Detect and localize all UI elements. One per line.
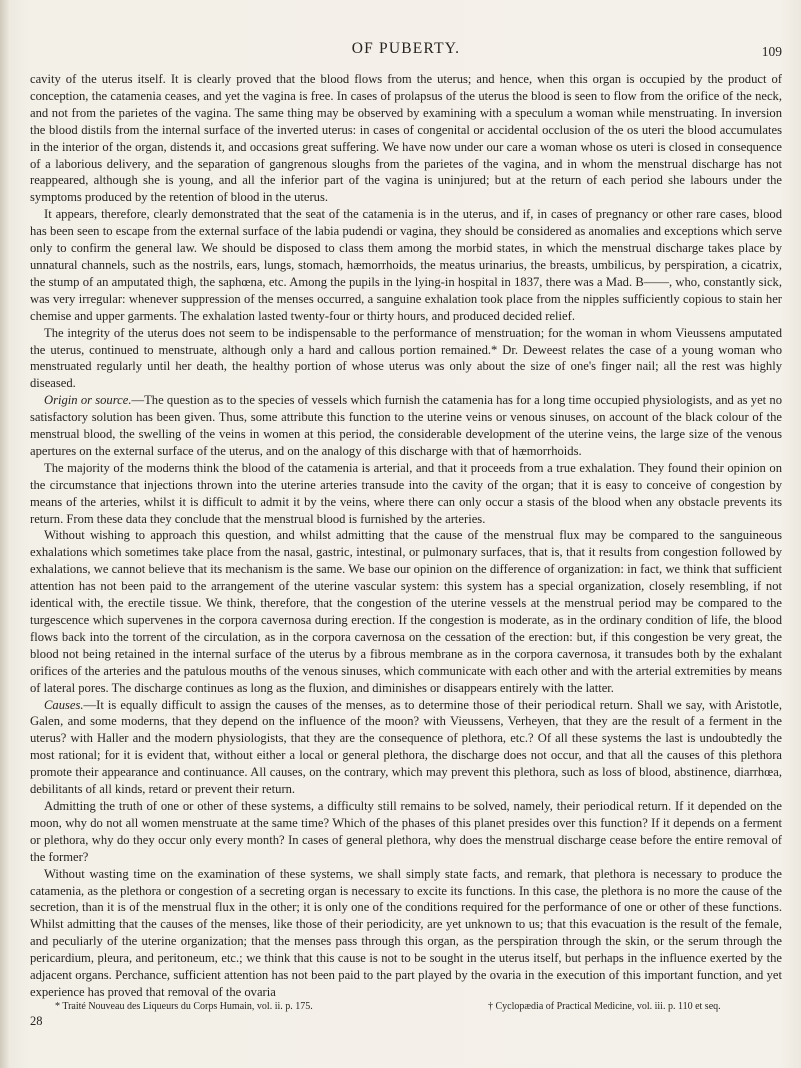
page-header [30, 40, 782, 62]
footnote-2: † Cyclopædia of Practical Medicine, vol. iii. p. 110 et seq. [488, 1001, 721, 1012]
paragraph-7: Causes.—It is equally difficult to assign the causes of the menses, as to determine those of their periodical return. Shall we say, with Aristotle, Galen, and some moderns, that they depend on the influence of the moon? with Vieussens, Verheyen, that they are the result of a ferment in the uterus? with Haller and the modern physiologists, that they are the consequence of plethora, etc.? Of all these systems the last is undoubtedly the most rational; for it is evident that, without either a local or general plethora, the discharge does not occur, and that all the causes of this plethora promote their appearance and continuance. All causes, on the contrary, which may prevent this plethora, such as loss of blood, abstinence, diarrhœa, debilitants of all kinds, retard or prevent their return. [30, 697, 782, 797]
paragraph-4: Origin or source.—The question as to the species of vessels which furnish the catamenia has for a long time occupied physiologists, and as yet no satisfactory solution has been given. Thus, some attribute this function to the uterine veins or venous sinuses, on account of the black colour of the menstrual blood, the swelling of the veins in women at this period, the considerable development of the uterine veins, the large size of the venous apertures on the external surface of the uterus, and on the analogy of this discharge with that of hæmorrhoids. [30, 393, 782, 458]
paragraph-6: Without wishing to approach this question, and whilst admitting that the cause of the menstrual flux may be compared to the sanguineous exhalations which sometimes take place from the nasal, gastric, intestinal, or pulmonary surfaces, that is, that it results from congestion followed by exhalations, we cannot believe that its mechanism is the same. We base our opinion on the difference of organization: in fact, we think that sufficient attention has not been paid to the arrangement of the uterine vascular system: this system has a special organization, closely resembling, if not identical with, the erectile tissue. We think, therefore, that the congestion of the uterine vessels at the menstrual period may be compared to the turgescence which supervenes in the corpora cavernosa during erection. If the congestion is moderate, as in the ordinary condition of life, the blood flows back into the torrent of the circulation, as in the corpora cavernosa on the cessation of the erection: but, if this congestion be very great, the blood not being retained in the internal surface of the uterus by a fibrous membrane as in the corpora cavernosa, it transudes both by the exhalant orifices of the arteries and the patulous mouths of the venous sinuses, which communicate with each other and with the arterial extremities by means of lateral pores. The discharge continues as long as the fluxion, and diminishes or disappears entirely with the latter. [30, 528, 782, 695]
paragraph-3: The integrity of the uterus does not seem to be indispensable to the performance of menstruation; for the woman in whom Vieussens amputated the uterus, continued to menstruate, although only a hard and callous portion remained.* Dr. Deweest relates the case of a young woman who menstruated regularly until her death, the healthy portion of whose uterus was only about the size of one's finger nail; all the rest was highly diseased. [30, 325, 782, 391]
paragraph-5: The majority of the moderns think the blood of the catamenia is arterial, and that it proceeds from a true exhalation. They found their opinion on the circumstance that injections thrown into the uterine arteries transude into the cavity of the organ; that it is easy to conceive of congestion by means of the arteries, whilst it is difficult to admit it by the veins, where there can only occur a stasis of the blood when any obstacle prevents its return. From these data they conclude that the menstrual blood is furnished by the arteries. [30, 460, 782, 526]
binding-shadow [0, 0, 10, 1068]
page-number: 109 [761, 44, 782, 59]
paragraph-8: Admitting the truth of one or other of these systems, a difficulty still remains to be solved, namely, their periodical return. If it depended on the moon, why do not all women menstruate at the same time? Which of the phases of this planet presides over this function? If it depends on a ferment or plethora, why do they occur only every month? In cases of general plethora, why does the menstrual discharge cease before the entire removal of the former? [30, 798, 782, 864]
body-text [30, 71, 782, 1001]
paragraph-9: Without wasting time on the examination of these systems, we shall simply state facts, and remark, that plethora is necessary to produce the catamenia, as the plethora or congestion of a secreting organ is necessary to excite its functions. In this case, the plethora is no more the cause of the secretion, than it is of the menstrual flux in the other; it is only one of the conditions required for the performance of one or other of these functions. Whilst admitting that the causes of the menses, like those of their periodicity, are yet unknown to us; that this evacuation is the result of the female, and peculiarly of the uterine organization; that the menses pass through this organ, as the perspiration through the skin, or the serum through the pericardium, pleura, and peritoneum, etc.; we think that this cause is not to be sought in the uterus itself, but perhaps in the influence exerted by the adjacent organs. Perchance, sufficient attention has not been paid to the part played by the ovaria in the execution of this important function, and yet experience has proved that removal of the ovaria [30, 866, 782, 999]
paragraph-1: cavity of the uterus itself. It is clearly proved that the blood flows from the uterus; and hence, when this organ is occupied by the product of conception, the catamenia ceases, and yet the vagina is free. In cases of prolapsus of the uterus the blood is seen to flow from the orifice of the neck, and not from the parietes of the vagina. The same thing may be observed by examining with a speculum a woman while menstruating. In inversion the blood distils from the internal surface of the inverted uterus: in cases of congenital or accidental occlusion of the os uteri the blood accumulates in the interior of the organ, distends it, and occasions great suffering. We have now under our care a woman whose os uteri is closed in consequence of a laborious delivery, and the separation of gangrenous sloughs from the parietes of the vagina, and in whom the menstrual discharge has not reappeared, although she is young, and all the inferior part of the vagina is uninjured; but at the return of each period she labours under the symptoms produced by the retention of blood in the uterus. [30, 72, 782, 205]
paragraph-2: It appears, therefore, clearly demonstrated that the seat of the catamenia is in the uterus, and if, in cases of pregnancy or other rare cases, blood has been seen to escape from the external surface of the labia pudendi or vagina, they should be considered as anomalies and exceptions which serve only to confirm the general law. We should be disposed to class them among the morbid states, in which the menstrual discharge takes place by unnatural channels, such as the nostrils, ears, lungs, stomach, hæmorrhoids, the meatus urinarius, the breasts, umbilicus, by perspiration, a cicatrix, the stump of an amputated thigh, the saphœna, etc. Among the pupils in the lying-in hospital in 1837, there was a Mad. B——, who, constantly sick, was very irregular: whenever suppression of the menses occurred, a sanguine exhalation took place from the nipples sufficiently copious to stain her chemise and upper garments. The exhalation lasted twenty-four or thirty hours, and produced decided relief. [30, 207, 782, 323]
footnote-1: * Traité Nouveau des Liqueurs du Corps Humain, vol. ii. p. 175. [55, 1001, 313, 1012]
runin-heading: Causes. [44, 697, 84, 712]
signature-mark: 28 [30, 1014, 43, 1028]
running-head: OF PUBERTY. [351, 40, 461, 57]
runin-heading: Origin or source. [44, 393, 132, 408]
